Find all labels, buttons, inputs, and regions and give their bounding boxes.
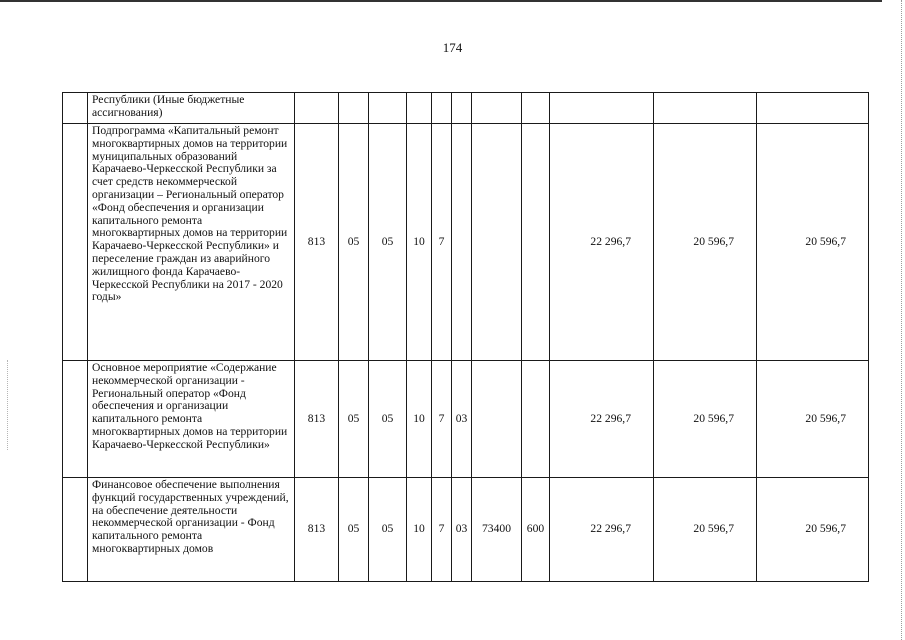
amount-2019-cell [550, 93, 654, 124]
subprogram-code-cell: 7 [432, 361, 452, 478]
program-code-cell: 10 [407, 478, 432, 582]
ministry-code-cell [295, 93, 339, 124]
direction-code-cell [472, 361, 522, 478]
item-name-cell: Подпрограмма «Капитальный ремонт многоквартирных домов на территории муниципальных образований Карачаево-Черкесской Республики за счет средств некоммерческой организации – Региональный оператор «Фонд обеспечения и организации капитального ремонта многоквартирных домов на территории Карачаево-Черкесской Республики» и переселение граждан из аварийного жилищного фонда Карачаево-Черкесской Республики на 2017 - 2020 годы» [88, 124, 295, 361]
subsection-code-cell: 05 [369, 361, 407, 478]
page-number: 174 [442, 40, 463, 55]
row-number-cell [63, 124, 88, 361]
table-row [63, 93, 869, 124]
budget-table [62, 92, 869, 582]
section-code-cell: 05 [339, 124, 369, 361]
subsection-code-cell [369, 93, 407, 124]
subsection-code-cell: 05 [369, 478, 407, 582]
program-code-cell [407, 93, 432, 124]
expense-type-cell [522, 124, 550, 361]
ministry-code-cell: 813 [295, 124, 339, 361]
program-code-cell: 10 [407, 124, 432, 361]
table-row [63, 478, 869, 582]
amount-2021-cell: 20 596,7 [757, 361, 869, 478]
row-number-cell [63, 93, 88, 124]
event-code-cell: 03 [452, 478, 472, 582]
amount-2019-cell: 22 296,7 [550, 124, 654, 361]
amount-2020-cell: 20 596,7 [654, 361, 757, 478]
item-name-cell: Республики (Иные бюджетные ассигнования) [88, 93, 295, 124]
scan-left-edge [7, 360, 8, 450]
table-row [63, 124, 869, 361]
event-code-cell: 03 [452, 361, 472, 478]
direction-code-cell [472, 93, 522, 124]
subprogram-code-cell: 7 [432, 478, 452, 582]
amount-2019-cell: 22 296,7 [550, 361, 654, 478]
amount-2020-cell: 20 596,7 [654, 124, 757, 361]
subprogram-code-cell: 7 [432, 124, 452, 361]
section-code-cell: 05 [339, 361, 369, 478]
amount-2020-cell: 20 596,7 [654, 478, 757, 582]
amount-2021-cell: 20 596,7 [757, 478, 869, 582]
amount-2021-cell: 20 596,7 [757, 124, 869, 361]
expense-type-cell [522, 93, 550, 124]
section-code-cell [339, 93, 369, 124]
item-name-cell: Основное мероприятие «Содержание некоммерческой организации - Региональный оператор «Фонд обеспечения и организации капитального ремонта многоквартирных домов на территории Карачаево-Черкесской Республики» [88, 361, 295, 478]
subsection-code-cell: 05 [369, 124, 407, 361]
scan-top-edge [0, 0, 882, 2]
amount-2021-cell [757, 93, 869, 124]
subprogram-code-cell [432, 93, 452, 124]
expense-type-cell [522, 361, 550, 478]
expense-type-cell: 600 [522, 478, 550, 582]
section-code-cell: 05 [339, 478, 369, 582]
ministry-code-cell: 813 [295, 361, 339, 478]
direction-code-cell [472, 124, 522, 361]
event-code-cell [452, 93, 472, 124]
program-code-cell: 10 [407, 361, 432, 478]
direction-code-cell: 73400 [472, 478, 522, 582]
ministry-code-cell: 813 [295, 478, 339, 582]
amount-2020-cell [654, 93, 757, 124]
item-name-cell: Финансовое обеспечение выполнения функций государственных учреждений, на обеспечение деятельности некоммерческой организации - Фонд капитального ремонта многоквартирных домов [88, 478, 295, 582]
amount-2019-cell: 22 296,7 [550, 478, 654, 582]
table-row [63, 361, 869, 478]
row-number-cell [63, 361, 88, 478]
row-number-cell [63, 478, 88, 582]
event-code-cell [452, 124, 472, 361]
scan-right-edge [901, 0, 902, 640]
